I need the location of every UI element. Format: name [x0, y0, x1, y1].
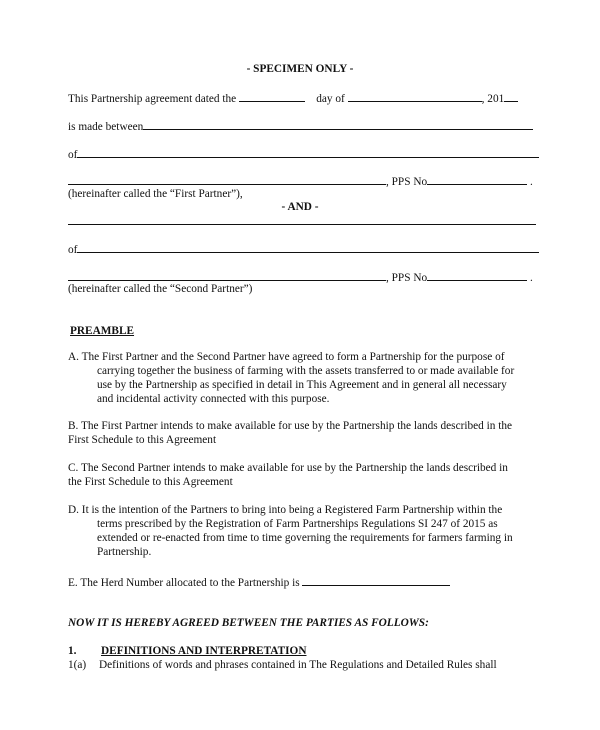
made-between-blank[interactable] — [143, 118, 533, 130]
first-of-line — [68, 146, 539, 162]
preamble-b-line: First Schedule to this Agreement — [68, 434, 217, 446]
section-1-number: 1. — [68, 645, 77, 657]
of-label: of — [68, 149, 78, 161]
and-separator: - AND - — [281, 201, 319, 213]
second-of-line — [68, 241, 539, 257]
herd-number-blank[interactable] — [302, 574, 450, 586]
date-blank[interactable] — [239, 90, 305, 102]
preamble-d-line: Partnership. — [97, 546, 152, 558]
pps-label: , PPS No — [386, 272, 428, 284]
second-pps-blank[interactable] — [427, 269, 527, 281]
section-1-heading — [68, 644, 307, 658]
preamble-d-line: D. It is the intention of the Partners to bring into being a Registered Farm Partnership within the — [68, 504, 503, 516]
made-between-label: is made between — [68, 121, 144, 133]
agreement-date-line — [68, 90, 518, 106]
made-between-line — [68, 118, 533, 134]
second-address-blank[interactable] — [77, 241, 539, 253]
first-address-blank[interactable] — [77, 146, 539, 158]
herd-number-label: E. The Herd Number allocated to the Partnership is — [68, 577, 300, 589]
second-partner-label: (hereinafter called the “Second Partner”) — [68, 283, 253, 295]
month-blank[interactable] — [348, 90, 482, 102]
preamble-a-line: A. The First Partner and the Second Partner have agreed to form a Partnership for the purpose of — [68, 351, 505, 363]
first-pps-blank[interactable] — [427, 173, 527, 185]
preamble-e — [68, 574, 450, 590]
second-name-line — [68, 213, 536, 229]
preamble-c-line: C. The Second Partner intends to make available for use by the Partnership the lands described in — [68, 462, 508, 474]
now-agreed-heading: NOW IT IS HEREBY AGREED BETWEEN THE PARTIES AS FOLLOWS: — [68, 617, 429, 629]
first-partner-label: (hereinafter called the “First Partner”), — [68, 188, 243, 200]
period: . — [529, 272, 533, 284]
year-label: , 201 — [481, 93, 505, 105]
specimen-heading: - SPECIMEN ONLY - — [246, 63, 354, 75]
dated-label: This Partnership agreement dated the — [68, 93, 237, 105]
preamble-c-line: the First Schedule to this Agreement — [68, 476, 233, 488]
preamble-b-line: B. The First Partner intends to make available for use by the Partnership the lands described in the — [68, 420, 513, 432]
period: . — [529, 176, 533, 188]
pps-label: , PPS No — [386, 176, 428, 188]
preamble-a-line: and incidental activity connected with this purpose. — [97, 393, 330, 405]
preamble-a-line: carrying together the business of farming with the assets transferred to or made available for — [97, 365, 515, 377]
year-blank[interactable] — [504, 90, 518, 102]
section-1a-text: Definitions of words and phrases contained in The Regulations and Detailed Rules shall — [99, 659, 497, 671]
section-1a-number: 1(a) — [68, 659, 87, 671]
of-label: of — [68, 244, 78, 256]
section-1-title: DEFINITIONS AND INTERPRETATION — [101, 645, 307, 657]
day-of-label: day of — [316, 93, 345, 105]
preamble-d-line: extended or re-enacted from time to time governing the requirements for farmers farming in — [97, 532, 513, 544]
preamble-d-line: terms prescribed by the Registration of Farm Partnerships Regulations SI 247 of 2015 as — [97, 518, 498, 530]
preamble-heading: PREAMBLE — [70, 325, 135, 337]
preamble-a-line: use by the Partnership as specified in detail in This Agreement and in general all necessary — [97, 379, 507, 391]
section-1a — [68, 658, 497, 672]
second-name-blank[interactable] — [68, 213, 536, 225]
first-name-blank[interactable] — [68, 173, 386, 185]
second-partner-blank[interactable] — [68, 269, 386, 281]
